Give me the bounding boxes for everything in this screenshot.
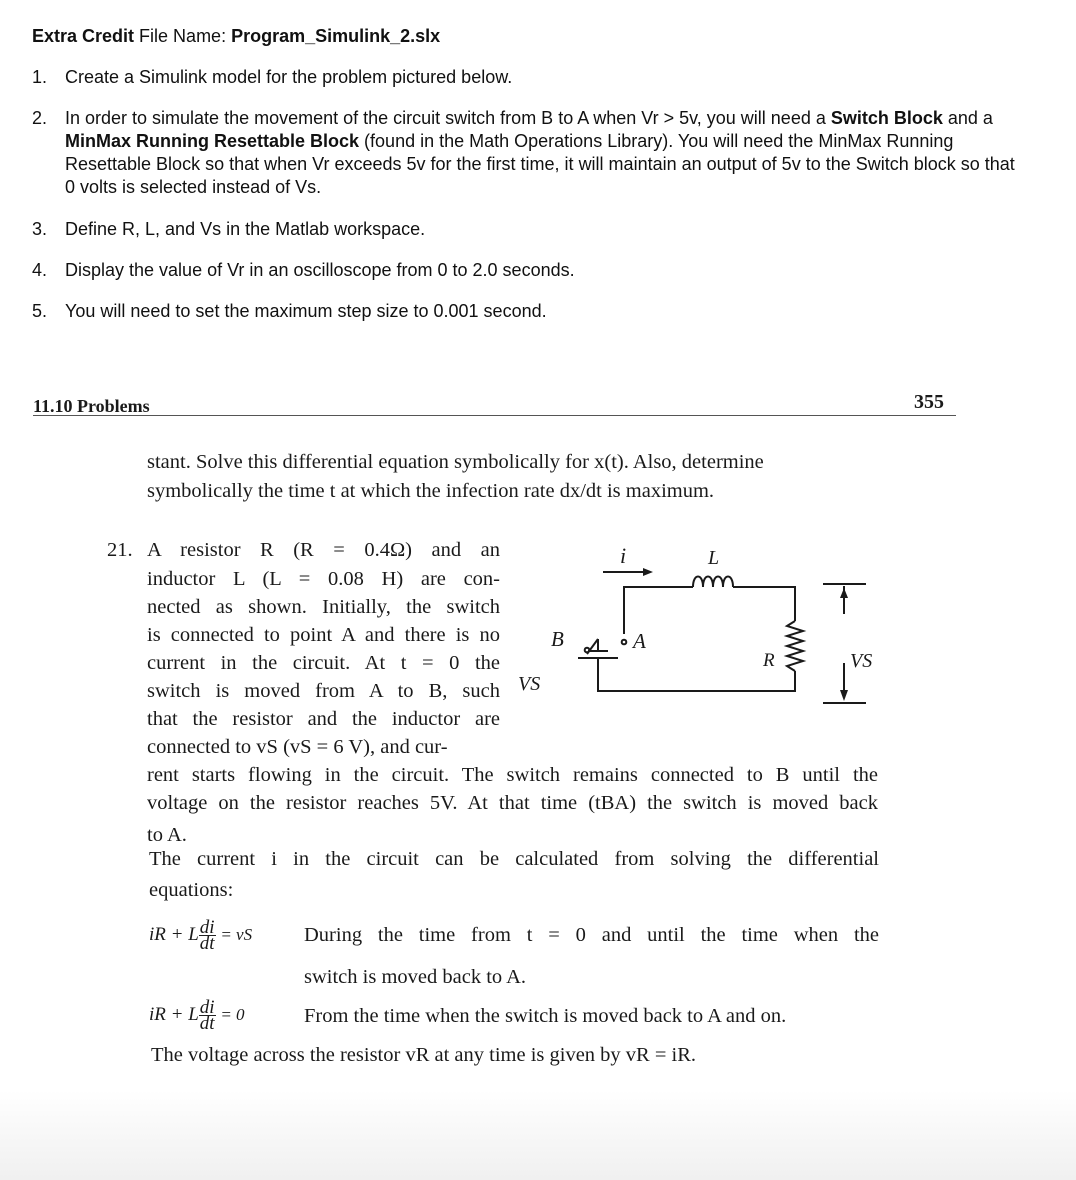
task-number: 1. (32, 67, 48, 87)
switch-contact-a (622, 640, 627, 645)
problem-line: switch is moved from A to B, such (147, 680, 500, 702)
current-label: i (620, 543, 627, 568)
equation-lhs: iR + L (149, 1003, 199, 1025)
problem-line: is connected to point A and there is no (147, 624, 500, 646)
equation-lhs: iR + L (149, 923, 199, 945)
task-number: 3. (32, 219, 48, 239)
problem-line: current in the circuit. At t = 0 the (147, 652, 500, 674)
problem-line: A resistor R (R = 0.4Ω) and an (147, 539, 500, 561)
current-arrowhead (643, 568, 653, 576)
problem-line: equations: (149, 879, 234, 901)
task-number: 5. (32, 301, 48, 321)
problem-number: 21. (107, 539, 133, 561)
vs-down-arrowhead (840, 690, 848, 701)
resistor-zigzag (787, 621, 803, 671)
equation-1 (149, 917, 253, 954)
task-text: Define R, L, and Vs in the Matlab workspace. (65, 219, 426, 239)
assignment-header (32, 26, 440, 47)
final-statement: The voltage across the resistor vR at any time is given by vR = iR. (151, 1044, 697, 1066)
book-page-number: 355 (914, 391, 944, 413)
derivative-fraction: $\frac{di}{dt}$ (199, 997, 215, 1034)
file-name-label: File Name: (134, 26, 232, 46)
right-top-wire (733, 587, 795, 621)
task-text: In order to simulate the movement of the circuit switch from B to A when Vr > 5v, you will need a Switch Block and a MinMax Running Resettable Block (found in the Math Operations Library). You will need the MinMax Running Resettable Block so that when Vr exceeds 5v for the first time, it will maintain an output of 5v to the Switch block so that 0 volts is selected instead of Vs. (65, 108, 1015, 197)
switch-label-a: A (633, 629, 646, 653)
problem-line: connected to vS (vS = 6 V), and cur- (147, 736, 448, 758)
task-number: 2. (32, 108, 48, 128)
problem-line: The current i in the circuit can be calculated from solving the differential (149, 848, 879, 870)
file-name-value: Program_Simulink_2.slx (231, 26, 441, 46)
intro-line: symbolically the time t at which the infection rate dx/dt is maximum. (147, 480, 715, 502)
extra-credit-label: Extra Credit (32, 26, 135, 46)
resistor-label: R (763, 650, 775, 671)
equation-1-description: During the time from t = 0 and until the time when the (304, 924, 879, 946)
left-top-wire (624, 587, 693, 634)
scan-shadow (0, 1090, 1076, 1180)
equation-rhs: = vS (220, 924, 253, 944)
problem-line: to A. (147, 824, 187, 846)
problem-line: rent starts flowing in the circuit. The switch remains connected to B until the (147, 764, 878, 786)
problem-line: that the resistor and the inductor are (147, 708, 500, 730)
equation-1-description: switch is moved back to A. (304, 966, 527, 988)
problem-line: inductor L (L = 0.08 H) are con- (147, 568, 500, 590)
inductor-coil (693, 577, 733, 588)
task-text: Display the value of Vr in an oscilloscope from 0 to 2.0 seconds. (65, 260, 575, 280)
intro-line: stant. Solve this differential equation symbolically for x(t). Also, determine (147, 451, 764, 473)
rl-circuit-diagram (505, 538, 885, 738)
problem-line: voltage on the resistor reaches 5V. At that time (tBA) the switch is moved back (147, 792, 878, 814)
inductor-label: L (708, 547, 720, 569)
equation-2-description: From the time when the switch is moved back to A and on. (304, 1005, 787, 1027)
source-label-right: VS (850, 650, 873, 672)
task-text: You will need to set the maximum step size to 0.001 second. (65, 301, 547, 321)
switch-contact-b (585, 648, 590, 653)
vs-up-arrowhead (840, 588, 848, 598)
derivative-fraction: $\frac{di}{dt}$ (199, 917, 215, 954)
header-rule (33, 415, 956, 416)
task-number: 4. (32, 260, 48, 280)
equation-2 (149, 997, 245, 1034)
problem-line: nected as shown. Initially, the switch (147, 596, 500, 618)
source-label-left: VS (518, 673, 541, 695)
equation-rhs: = 0 (220, 1004, 245, 1024)
task-item (32, 107, 1032, 202)
task-text: Create a Simulink model for the problem pictured below. (65, 67, 513, 87)
book-section-heading: 11.10 Problems (33, 396, 150, 416)
switch-label-b: B (551, 627, 564, 651)
